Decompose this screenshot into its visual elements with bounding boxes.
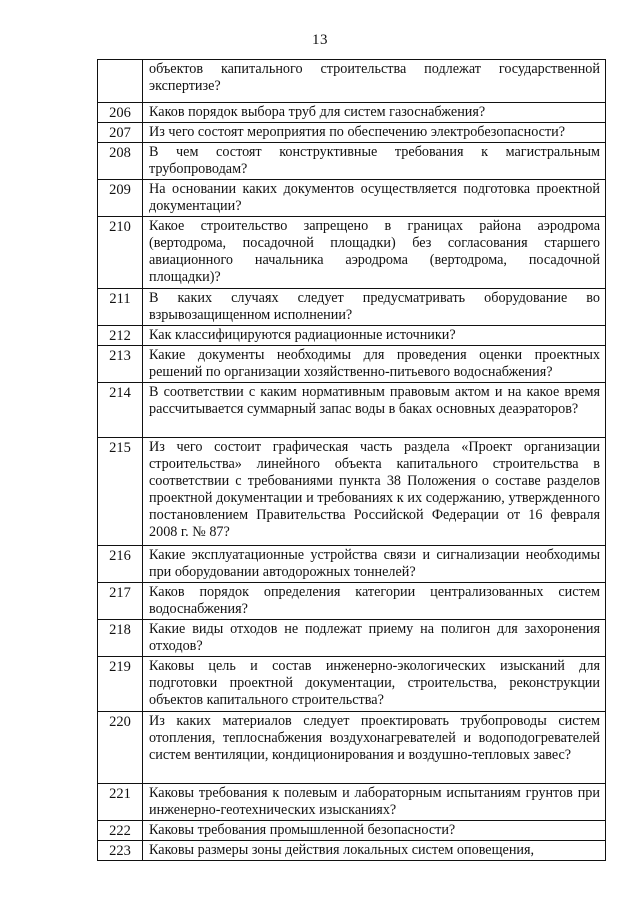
table-row (98, 620, 606, 657)
question-text: Каковы размеры зоны действия локальных систем оповещения, (143, 841, 606, 861)
question-number: 209 (98, 180, 143, 217)
table-row (98, 123, 606, 143)
question-number (98, 60, 143, 103)
question-text: Какие документы необходимы для проведения оценки проектных решений по организации хозяйственно-питьевого водоснабжения? (143, 346, 606, 383)
question-text: Каковы требования к полевым и лабораторным испытаниям грунтов при инженерно-геотехнических изысканиях? (143, 784, 606, 821)
question-text: В чем состоят конструктивные требования к магистральным трубопроводам? (143, 143, 606, 180)
table-row (98, 583, 606, 620)
question-number: 216 (98, 546, 143, 583)
question-text: Каковы цель и состав инженерно-экологических изысканий для подготовки проектной документации, строительства, реконструкции объектов капитального строительства? (143, 657, 606, 712)
question-text: Какое строительство запрещено в границах района аэродрома (вертодрома, посадочной площадки) без согласования старшего авиационного начальника аэродрома (вертодрома, посадочной площадки)? (143, 217, 606, 289)
question-number: 219 (98, 657, 143, 712)
question-text: объектов капитального строительства подлежат государственной экспертизе? (143, 60, 606, 103)
question-number: 218 (98, 620, 143, 657)
question-text: На основании каких документов осуществляется подготовка проектной документации? (143, 180, 606, 217)
question-number: 210 (98, 217, 143, 289)
table-row (98, 143, 606, 180)
question-text: Как классифицируются радиационные источники? (143, 326, 606, 346)
table-row (98, 438, 606, 546)
question-number: 222 (98, 821, 143, 841)
table-row (98, 217, 606, 289)
questions-table (97, 59, 606, 861)
question-number: 206 (98, 103, 143, 123)
question-text: Из чего состоит графическая часть раздела «Проект организации строительства» линейного объекта капитального строительства в соответствии с требованиями пункта 38 Положения о составе разделов проектной документации и требованиях к их содержанию, утвержденного постановлением Правительства Российской Федерации от 16 февраля 2008 г. № 87? (143, 438, 606, 546)
question-number: 217 (98, 583, 143, 620)
question-number: 220 (98, 712, 143, 784)
question-text: Из чего состоят мероприятия по обеспечению электробезопасности? (143, 123, 606, 143)
question-number: 212 (98, 326, 143, 346)
table-row (98, 546, 606, 583)
table-row (98, 712, 606, 784)
table-row (98, 383, 606, 438)
question-number: 215 (98, 438, 143, 546)
question-text: В каких случаях следует предусматривать оборудование во взрывозащищенном исполнении? (143, 289, 606, 326)
question-text: Какие виды отходов не подлежат приему на полигон для захоронения отходов? (143, 620, 606, 657)
table-row (98, 103, 606, 123)
question-text: В соответствии с каким нормативным правовым актом и на какое время рассчитывается суммарный запас воды в баках основных деаэраторов? (143, 383, 606, 438)
table-row (98, 346, 606, 383)
question-number: 221 (98, 784, 143, 821)
table-row (98, 326, 606, 346)
question-number: 214 (98, 383, 143, 438)
table-row (98, 60, 606, 103)
question-number: 223 (98, 841, 143, 861)
table-row (98, 289, 606, 326)
question-text: Из каких материалов следует проектировать трубопроводы систем отопления, теплоснабжения воздухонагревателей и водоподогревателей систем вентиляции, кондиционирования и воздушно-тепловых завес? (143, 712, 606, 784)
question-number: 213 (98, 346, 143, 383)
table-row (98, 821, 606, 841)
table-row (98, 784, 606, 821)
question-number: 207 (98, 123, 143, 143)
table-row (98, 180, 606, 217)
question-number: 211 (98, 289, 143, 326)
table-row (98, 841, 606, 861)
question-number: 208 (98, 143, 143, 180)
question-text: Каков порядок определения категории централизованных систем водоснабжения? (143, 583, 606, 620)
table-row (98, 657, 606, 712)
question-text: Какие эксплуатационные устройства связи и сигнализации необходимы при оборудовании автодорожных тоннелей? (143, 546, 606, 583)
question-text: Каковы требования промышленной безопасности? (143, 821, 606, 841)
question-text: Каков порядок выбора труб для систем газоснабжения? (143, 103, 606, 123)
page-number: 13 (312, 32, 328, 48)
